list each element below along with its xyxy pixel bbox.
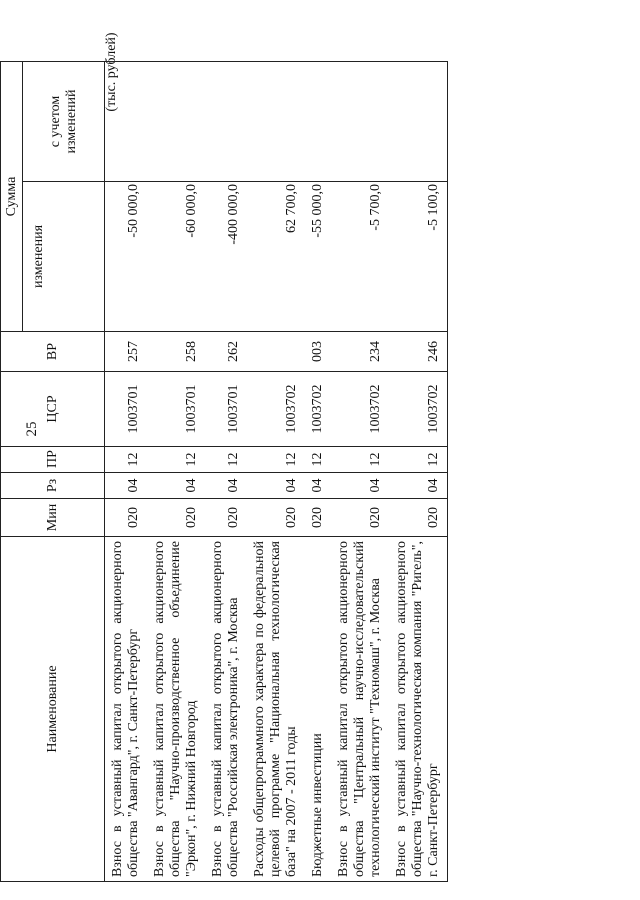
budget-table — [0, 61, 448, 882]
cell-pr: 12 — [247, 447, 305, 473]
header-with-changes: с учетом изменений — [23, 62, 105, 182]
cell-name: Взнос в уставный капитал открытого акционерного общества "Научно-производственное объединение "Эркон", г. Нижний Новгород — [147, 537, 205, 882]
cell-vr: 234 — [331, 332, 389, 372]
cell-change: -5 700,0 — [331, 182, 389, 332]
cell-rz: 04 — [305, 473, 331, 499]
cell-total — [105, 62, 148, 182]
cell-change: -60 000,0 — [147, 182, 205, 332]
table-row — [389, 62, 448, 882]
header-name: Наименование — [1, 537, 105, 882]
cell-vr: 257 — [105, 332, 148, 372]
units-label: (тыс. рублей) — [104, 32, 119, 112]
cell-total — [389, 62, 448, 182]
cell-min: 020 — [389, 499, 448, 537]
cell-change: -400 000,0 — [205, 182, 247, 332]
cell-pr: 12 — [305, 447, 331, 473]
cell-min: 020 — [105, 499, 148, 537]
header-csr: ЦСР — [1, 372, 105, 447]
cell-total — [305, 62, 331, 182]
cell-name: Бюджетные инвестиции — [305, 537, 331, 882]
cell-change: -5 100,0 — [389, 182, 448, 332]
table-row — [205, 62, 247, 882]
cell-pr: 12 — [147, 447, 205, 473]
cell-name: Взнос в уставный капитал открытого акционерного общества "Авангард", г. Санкт-Петербург — [105, 537, 148, 882]
cell-min: 020 — [305, 499, 331, 537]
header-min: Мин — [1, 499, 105, 537]
header-pr: ПР — [1, 447, 105, 473]
cell-pr: 12 — [205, 447, 247, 473]
cell-min: 020 — [147, 499, 205, 537]
header-changes: изменения — [23, 182, 105, 332]
cell-pr: 12 — [389, 447, 448, 473]
cell-name: Взнос в уставный капитал открытого акционерного общества "Российская электроника", г. Москва — [205, 537, 247, 882]
table-body — [105, 62, 448, 882]
cell-name: Расходы общепрограммного характера по федеральной целевой программе "Национальная технологическая база" на 2007 - 2011 годы — [247, 537, 305, 882]
cell-change: 62 700,0 — [247, 182, 305, 332]
table-row — [331, 62, 389, 882]
cell-min: 020 — [247, 499, 305, 537]
table-row — [305, 62, 331, 882]
cell-total — [331, 62, 389, 182]
table-row — [147, 62, 205, 882]
header-rz: Рз — [1, 473, 105, 499]
rotated-table-wrapper — [0, 62, 500, 882]
cell-change: -50 000,0 — [105, 182, 148, 332]
cell-rz: 04 — [105, 473, 148, 499]
cell-vr — [247, 332, 305, 372]
cell-total — [247, 62, 305, 182]
cell-csr: 1003702 — [247, 372, 305, 447]
cell-vr: 262 — [205, 332, 247, 372]
cell-csr: 1003701 — [105, 372, 148, 447]
header-vr: ВР — [1, 332, 105, 372]
cell-pr: 12 — [105, 447, 148, 473]
cell-name: Взнос в уставный капитал открытого акционерного общества "Центральный научно-исследовательский технологический институт "Техномаш", г. Москва — [331, 537, 389, 882]
cell-vr: 003 — [305, 332, 331, 372]
cell-csr: 1003701 — [205, 372, 247, 447]
cell-vr: 258 — [147, 332, 205, 372]
cell-name: Взнос в уставный капитал открытого акционерного общества "Научно-технологическая компания "Ригель", г. Санкт-Петербург — [389, 537, 448, 882]
cell-rz: 04 — [205, 473, 247, 499]
cell-csr: 1003702 — [305, 372, 331, 447]
header-sum: Сумма — [1, 62, 23, 332]
cell-rz: 04 — [247, 473, 305, 499]
cell-rz: 04 — [331, 473, 389, 499]
cell-total — [147, 62, 205, 182]
cell-min: 020 — [331, 499, 389, 537]
cell-vr: 246 — [389, 332, 448, 372]
table-row — [105, 62, 148, 882]
cell-csr: 1003701 — [147, 372, 205, 447]
cell-pr: 12 — [331, 447, 389, 473]
cell-change: -55 000,0 — [305, 182, 331, 332]
table-row — [247, 62, 305, 882]
cell-rz: 04 — [389, 473, 448, 499]
cell-rz: 04 — [147, 473, 205, 499]
cell-csr: 1003702 — [331, 372, 389, 447]
cell-min: 020 — [205, 499, 247, 537]
cell-total — [205, 62, 247, 182]
cell-csr: 1003702 — [389, 372, 448, 447]
page-number: 25 — [24, 421, 40, 437]
